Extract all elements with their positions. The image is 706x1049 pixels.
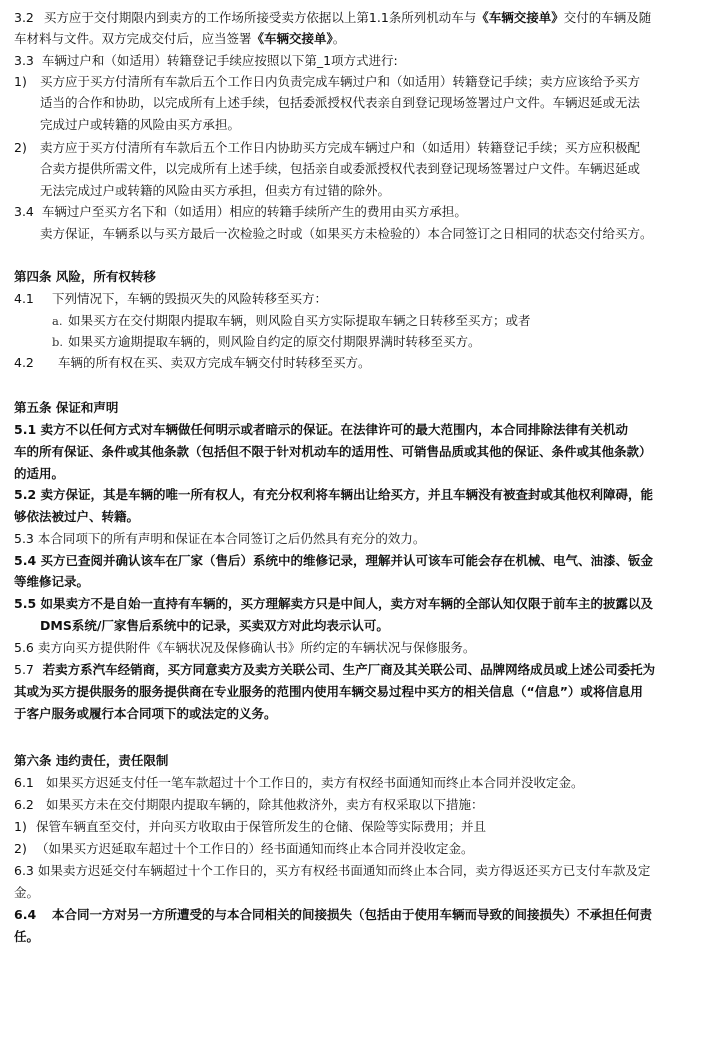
transfer-option-2-line-2: 合卖方提供所需文件，以完成所有上述手续，包括亲自或委派授权代表到登记现场签署过户文件。车辆迟延或	[40, 161, 641, 176]
clause-5-1-line-1: 5.1 卖方不以任何方式对车辆做任何明示或者暗示的保证。在法律许可的最大范围内，本合同排除法律有关机动	[14, 422, 628, 437]
clause-5-2-line-2: 够依法被过户、转籍。	[14, 509, 140, 524]
clause-3-3: 3.3 车辆过户和（如适用）转籍登记手续应按照以下第_1项方式进行:	[14, 53, 398, 68]
clause-number: 3.2	[14, 10, 34, 25]
remedy-2: 2) （如果买方迟延取车超过十个工作日的）经书面通知而终止本合同并没收定金。	[14, 841, 474, 856]
remedy-1: 1) 保管车辆直至交付，并向买方收取由于保管所发生的仓储、保险等实际费用；并且	[14, 819, 487, 834]
clause-5-4-line-2: 等维修记录。	[14, 574, 90, 589]
clause-6-4-line-2: 任。	[14, 929, 40, 944]
handover-form-ref: 《车辆交接单》	[476, 10, 564, 25]
clause-4-1-item-a: a. 如果买方在交付期限内提取车辆，则风险自买方实际提取车辆之日转移至买方；或者	[52, 313, 531, 328]
transfer-option-1-line-1: 1) 买方应于买方付清所有车款后五个工作日内负责完成车辆过户和（如适用）转籍登记手续；卖方应该给予买方	[14, 74, 641, 89]
transfer-option-1-line-3: 完成过户或转籍的风险由买方承担。	[40, 117, 241, 132]
clause-5-2-line-1: 5.2 卖方保证，其是车辆的唯一所有权人，有充分权利将车辆出让给买方，并且车辆没有被查封或其他权利障碍，能	[14, 487, 653, 502]
transfer-option-2-line-3: 无法完成过户或转籍的风险由买方承担，但卖方有过错的除外。	[40, 183, 391, 198]
article-6-heading: 第六条 违约责任，责任限制	[14, 753, 169, 768]
clause-5-6: 5.6 卖方向买方提供附件《车辆状况及保修确认书》所约定的车辆状况与保修服务。	[14, 640, 476, 655]
transfer-option-2-line-1: 2) 卖方应于买方付清所有车款后五个工作日内协助买方完成车辆过户和（如适用）转籍登记手续；买方应积极配	[14, 140, 641, 155]
clause-3-4: 3.4 车辆过户至买方名下和（如适用）相应的转籍手续所产生的费用由买方承担。	[14, 204, 467, 219]
clause-6-1: 6.1 如果买方迟延支付任一笔车款超过十个工作日的，卖方有权经书面通知而终止本合同并没收定金。	[14, 775, 584, 790]
clause-5-7-line-2: 其或为买方提供服务的服务提供商在专业服务的范围内使用车辆交易过程中买方的相关信息（“信息”）或将信息用	[14, 684, 643, 699]
clause-6-3-line-2: 金。	[14, 885, 40, 900]
clause-6-4-line-1: 6.4 本合同一方对另一方所遭受的与本合同相关的间接损失（包括由于使用车辆而导致的间接损失）不承担任何责	[14, 907, 653, 922]
article-4-heading: 第四条 风险，所有权转移	[14, 269, 156, 284]
seller-guarantee-state: 卖方保证，车辆系以与买方最后一次检验之时或（如果买方未检验的）本合同签订之日相同的状态交付给买方。	[40, 226, 653, 241]
clause-4-1-item-b: b. 如果买方逾期提取车辆的，则风险自约定的原交付期限界满时转移至买方。	[52, 334, 481, 349]
clause-6-3-line-1: 6.3 如果卖方迟延交付车辆超过十个工作日的，买方有权经书面通知而终止本合同，卖方得返还买方已支付车款及定	[14, 863, 651, 878]
clause-3-2-line-2: 车材料与文件。双方完成交付后，应当签署《车辆交接单》。	[14, 31, 346, 46]
transfer-option-1-line-2: 适当的合作和协助，以完成所有上述手续，包括委派授权代表亲自到登记现场签署过户文件。车辆迟延或无法	[40, 95, 641, 110]
clause-6-2: 6.2 如果买方未在交付期限内提取车辆的，除其他救济外，卖方有权采取以下措施：	[14, 797, 484, 812]
clause-5-5-line-1: 5.5 如果卖方不是自始一直持有车辆的，买方理解卖方只是中间人，卖方对车辆的全部认知仅限于前车主的披露以及	[14, 596, 653, 611]
clause-5-5-line-2: DMS系统/厂家售后系统中的记录，买卖双方对此均表示认可。	[40, 618, 389, 633]
clause-3-2-line-1: 3.2 买方应于交付期限内到卖方的工作场所接受卖方依据以上第1.1条所列机动车与《车辆交接单》交付的车辆及随	[14, 10, 652, 25]
clause-5-7-line-1: 5.7 若卖方系汽车经销商，买方同意卖方及卖方关联公司、生产厂商及其关联公司、品牌网络成员或上述公司委托为	[14, 662, 656, 677]
clause-4-2: 4.2 车辆的所有权在买、卖双方完成车辆交付时转移至买方。	[14, 355, 371, 370]
clause-5-1-line-2: 车的所有保证、条件或其他条款（包括但不限于针对机动车的适用性、可销售品质或其他的保证、条件或其他条款）	[14, 444, 652, 459]
handover-form-ref: 《车辆交接单》	[251, 31, 333, 46]
clause-5-1-line-3: 的适用。	[14, 466, 65, 481]
article-5-heading: 第五条 保证和声明	[14, 400, 119, 415]
clause-5-3: 5.3 本合同项下的所有声明和保证在本合同签订之后仍然具有充分的效力。	[14, 531, 426, 546]
clause-5-4-line-1: 5.4 买方已查阅并确认该车在厂家（售后）系统中的维修记录，理解并认可该车可能会存在机械、电气、油漆、钣金	[14, 553, 653, 568]
clause-4-1: 4.1 下列情况下，车辆的毁损灭失的风险转移至买方：	[14, 291, 328, 306]
clause-5-7-line-3: 于客户服务或履行本合同项下的或法定的义务。	[14, 706, 277, 721]
